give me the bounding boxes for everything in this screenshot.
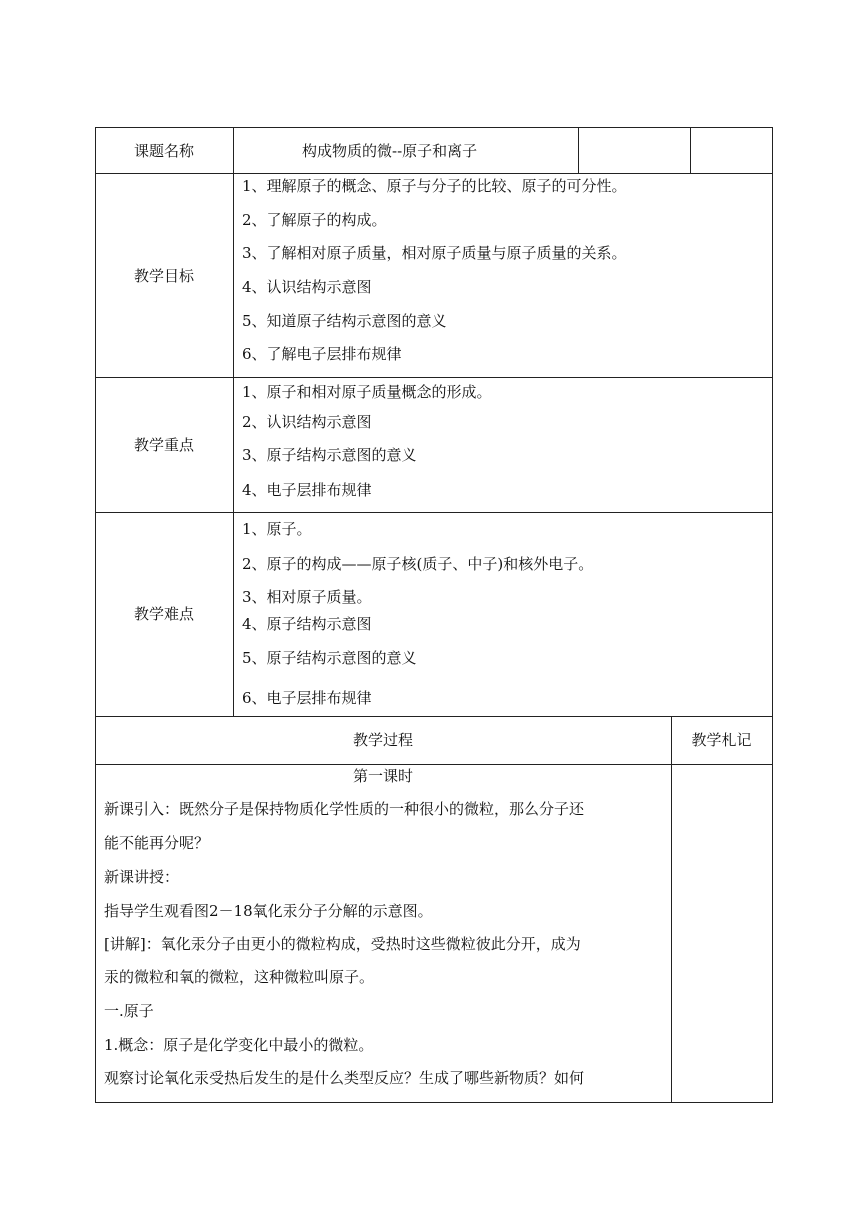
process-line: 新课讲授：: [104, 868, 180, 886]
difficulty-item: 3、相对原子质量。: [242, 588, 372, 606]
objectives-label: 教学目标: [133, 267, 194, 285]
key-point-item: 1、原子和相对原子质量概念的形成。: [242, 383, 492, 401]
difficulty-item: 4、原子结构示意图: [242, 615, 372, 633]
key-point-item: 2、认识结构示意图: [242, 413, 372, 431]
row-divider: [95, 512, 773, 513]
process-line: 能不能再分呢？: [104, 834, 210, 852]
label-column-divider: [233, 127, 234, 717]
row-divider: [95, 173, 773, 174]
key-points-label: 教学重点: [133, 436, 194, 454]
difficulty-item: 1、原子。: [242, 520, 312, 538]
process-header: 教学过程: [352, 731, 413, 749]
lesson-title: 第一课时: [352, 767, 413, 785]
difficulty-item: 2、原子的构成——原子核(质子、中子)和核外电子。: [242, 555, 594, 573]
key-point-item: 4、电子层排布规律: [242, 481, 372, 499]
process-line: 1.概念：原子是化学变化中最小的微粒。: [104, 1036, 374, 1054]
objective-item: 3、了解相对原子质量，相对原子质量与原子质量的关系。: [242, 244, 627, 262]
objective-item: 4、认识结构示意图: [242, 278, 372, 296]
notes-column-divider: [671, 716, 672, 1103]
process-line: 新课引入：既然分子是保持物质化学性质的一种很小的微粒，那么分子还: [104, 800, 585, 818]
title-cell-divider: [690, 127, 691, 174]
notes-header: 教学札记: [691, 731, 752, 749]
objective-item: 2、了解原子的构成。: [242, 211, 387, 229]
key-point-item: 3、原子结构示意图的意义: [242, 446, 417, 464]
objective-item: 5、知道原子结构示意图的意义: [242, 312, 447, 330]
table-border-top: [95, 127, 773, 128]
process-line: 指导学生观看图2－18氧化汞分子分解的示意图。: [104, 902, 433, 920]
difficulty-item: 6、电子层排布规律: [242, 689, 372, 707]
table-border-right: [772, 127, 773, 1103]
process-line: 汞的微粒和氧的微粒，这种微粒叫原子。: [104, 968, 375, 986]
title-label: 课题名称: [133, 142, 194, 160]
objective-item: 6、了解电子层排布规律: [242, 345, 402, 363]
process-line: 一.原子: [104, 1002, 154, 1020]
process-line: 观察讨论氧化汞受热后发生的是什么类型反应？生成了哪些新物质？如何: [104, 1069, 585, 1087]
process-line: [讲解]：氧化汞分子由更小的微粒构成，受热时这些微粒彼此分开，成为: [104, 935, 581, 953]
difficulty-item: 5、原子结构示意图的意义: [242, 649, 417, 667]
difficulties-label: 教学难点: [133, 605, 194, 623]
title-value: 构成物质的微--原子和离子: [302, 142, 478, 160]
objective-item: 1、理解原子的概念、原子与分子的比较、原子的可分性。: [242, 177, 627, 195]
title-cell-divider: [578, 127, 579, 174]
row-divider: [95, 377, 773, 378]
